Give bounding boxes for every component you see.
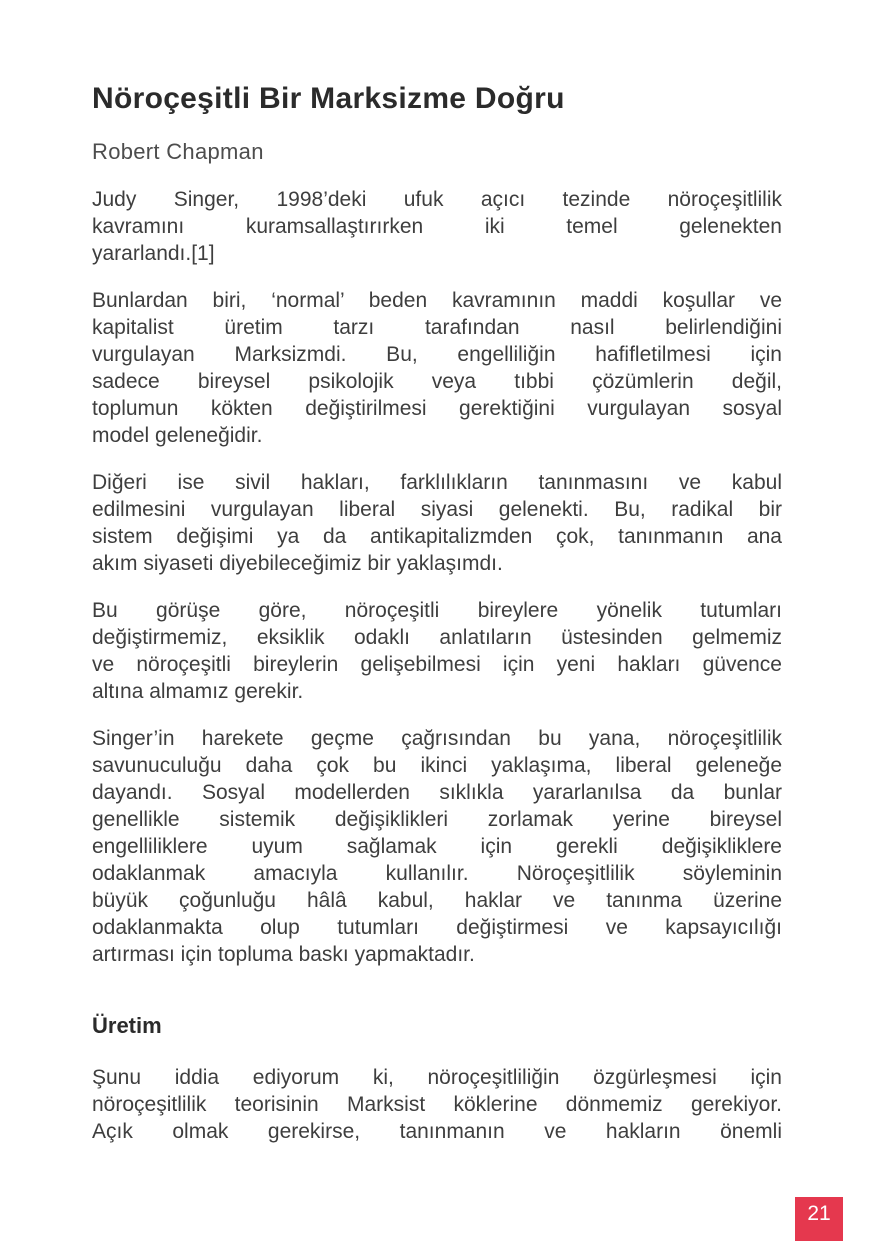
text-line: model geleneğidir. — [92, 424, 263, 447]
text-line: nöroçeşitlilik teorisinin Marksist köklerine dönmemiz gerekiyor. — [92, 1093, 782, 1116]
page-number-badge: 21 — [795, 1197, 843, 1241]
paragraph — [92, 1064, 782, 1145]
text-line: engelliliklere uyum sağlamak için gerekli değişikliklere — [92, 835, 782, 858]
paragraph — [92, 186, 782, 267]
text-line: odaklanmakta olup tutumları değiştirmesi ve kapsayıcılığı — [92, 916, 782, 939]
paragraph — [92, 287, 782, 449]
text-line: altına almamız gerekir. — [92, 680, 304, 703]
paragraph — [92, 597, 782, 705]
text-line: yararlandı.[1] — [92, 242, 215, 265]
text-line: büyük çoğunluğu hâlâ kabul, haklar ve tanınma üzerine — [92, 889, 782, 912]
text-line: sadece bireysel psikolojik veya tıbbi çözümlerin değil, — [92, 370, 782, 393]
text-line: dayandı. Sosyal modellerden sıklıkla yararlanılsa da bunlar — [92, 781, 782, 804]
article-body — [92, 186, 782, 968]
text-line: kapitalist üretim tarzı tarafından nasıl belirlendiğini — [92, 316, 782, 339]
text-line: Judy Singer, 1998’deki ufuk açıcı tezinde nöroçeşitlilik — [92, 188, 782, 211]
text-line: kavramını kuramsallaştırırken iki temel gelenekten — [92, 215, 782, 238]
page-content — [92, 0, 782, 1145]
text-line: genellikle sistemik değişiklikleri zorlamak yerine bireysel — [92, 808, 782, 831]
text-line: Açık olmak gerekirse, tanınmanın ve hakların önemli — [92, 1120, 782, 1143]
section-heading: Üretim — [92, 1013, 162, 1038]
paragraph — [92, 725, 782, 968]
text-line: artırması için topluma baskı yapmaktadır. — [92, 943, 475, 966]
article-author: Robert Chapman — [92, 139, 264, 164]
text-line: Singer’in harekete geçme çağrısından bu yana, nöroçeşitlilik — [92, 727, 782, 750]
text-line: savunuculuğu daha çok bu ikinci yaklaşıma, liberal geleneğe — [92, 754, 782, 777]
text-line: Bunlardan biri, ‘normal’ beden kavramının maddi koşullar ve — [92, 289, 782, 312]
text-line: toplumun kökten değiştirilmesi gerektiğini vurgulayan sosyal — [92, 397, 782, 420]
text-line: vurgulayan Marksizmdi. Bu, engelliliğin hafifletilmesi için — [92, 343, 782, 366]
section-body — [92, 1064, 782, 1145]
text-line: akım siyaseti diyebileceğimiz bir yaklaşımdı. — [92, 552, 503, 575]
text-line: edilmesini vurgulayan liberal siyasi gelenekti. Bu, radikal bir — [92, 498, 782, 521]
article-title: Nöroçeşitli Bir Marksizme Doğru — [92, 82, 565, 115]
text-line: odaklanmak amacıyla kullanılır. Nöroçeşitlilik söyleminin — [92, 862, 782, 885]
paragraph — [92, 469, 782, 577]
text-line: Şunu iddia ediyorum ki, nöroçeşitliliğin özgürleşmesi için — [92, 1066, 782, 1089]
text-line: Diğeri ise sivil hakları, farklılıkların tanınmasını ve kabul — [92, 471, 782, 494]
text-line: Bu görüşe göre, nöroçeşitli bireylere yönelik tutumları — [92, 599, 782, 622]
text-line: değiştirmemiz, eksiklik odaklı anlatıların üstesinden gelmemiz — [92, 626, 782, 649]
text-line: sistem değişimi ya da antikapitalizmden çok, tanınmanın ana — [92, 525, 782, 548]
text-line: ve nöroçeşitli bireylerin gelişebilmesi için yeni hakları güvence — [92, 653, 782, 676]
